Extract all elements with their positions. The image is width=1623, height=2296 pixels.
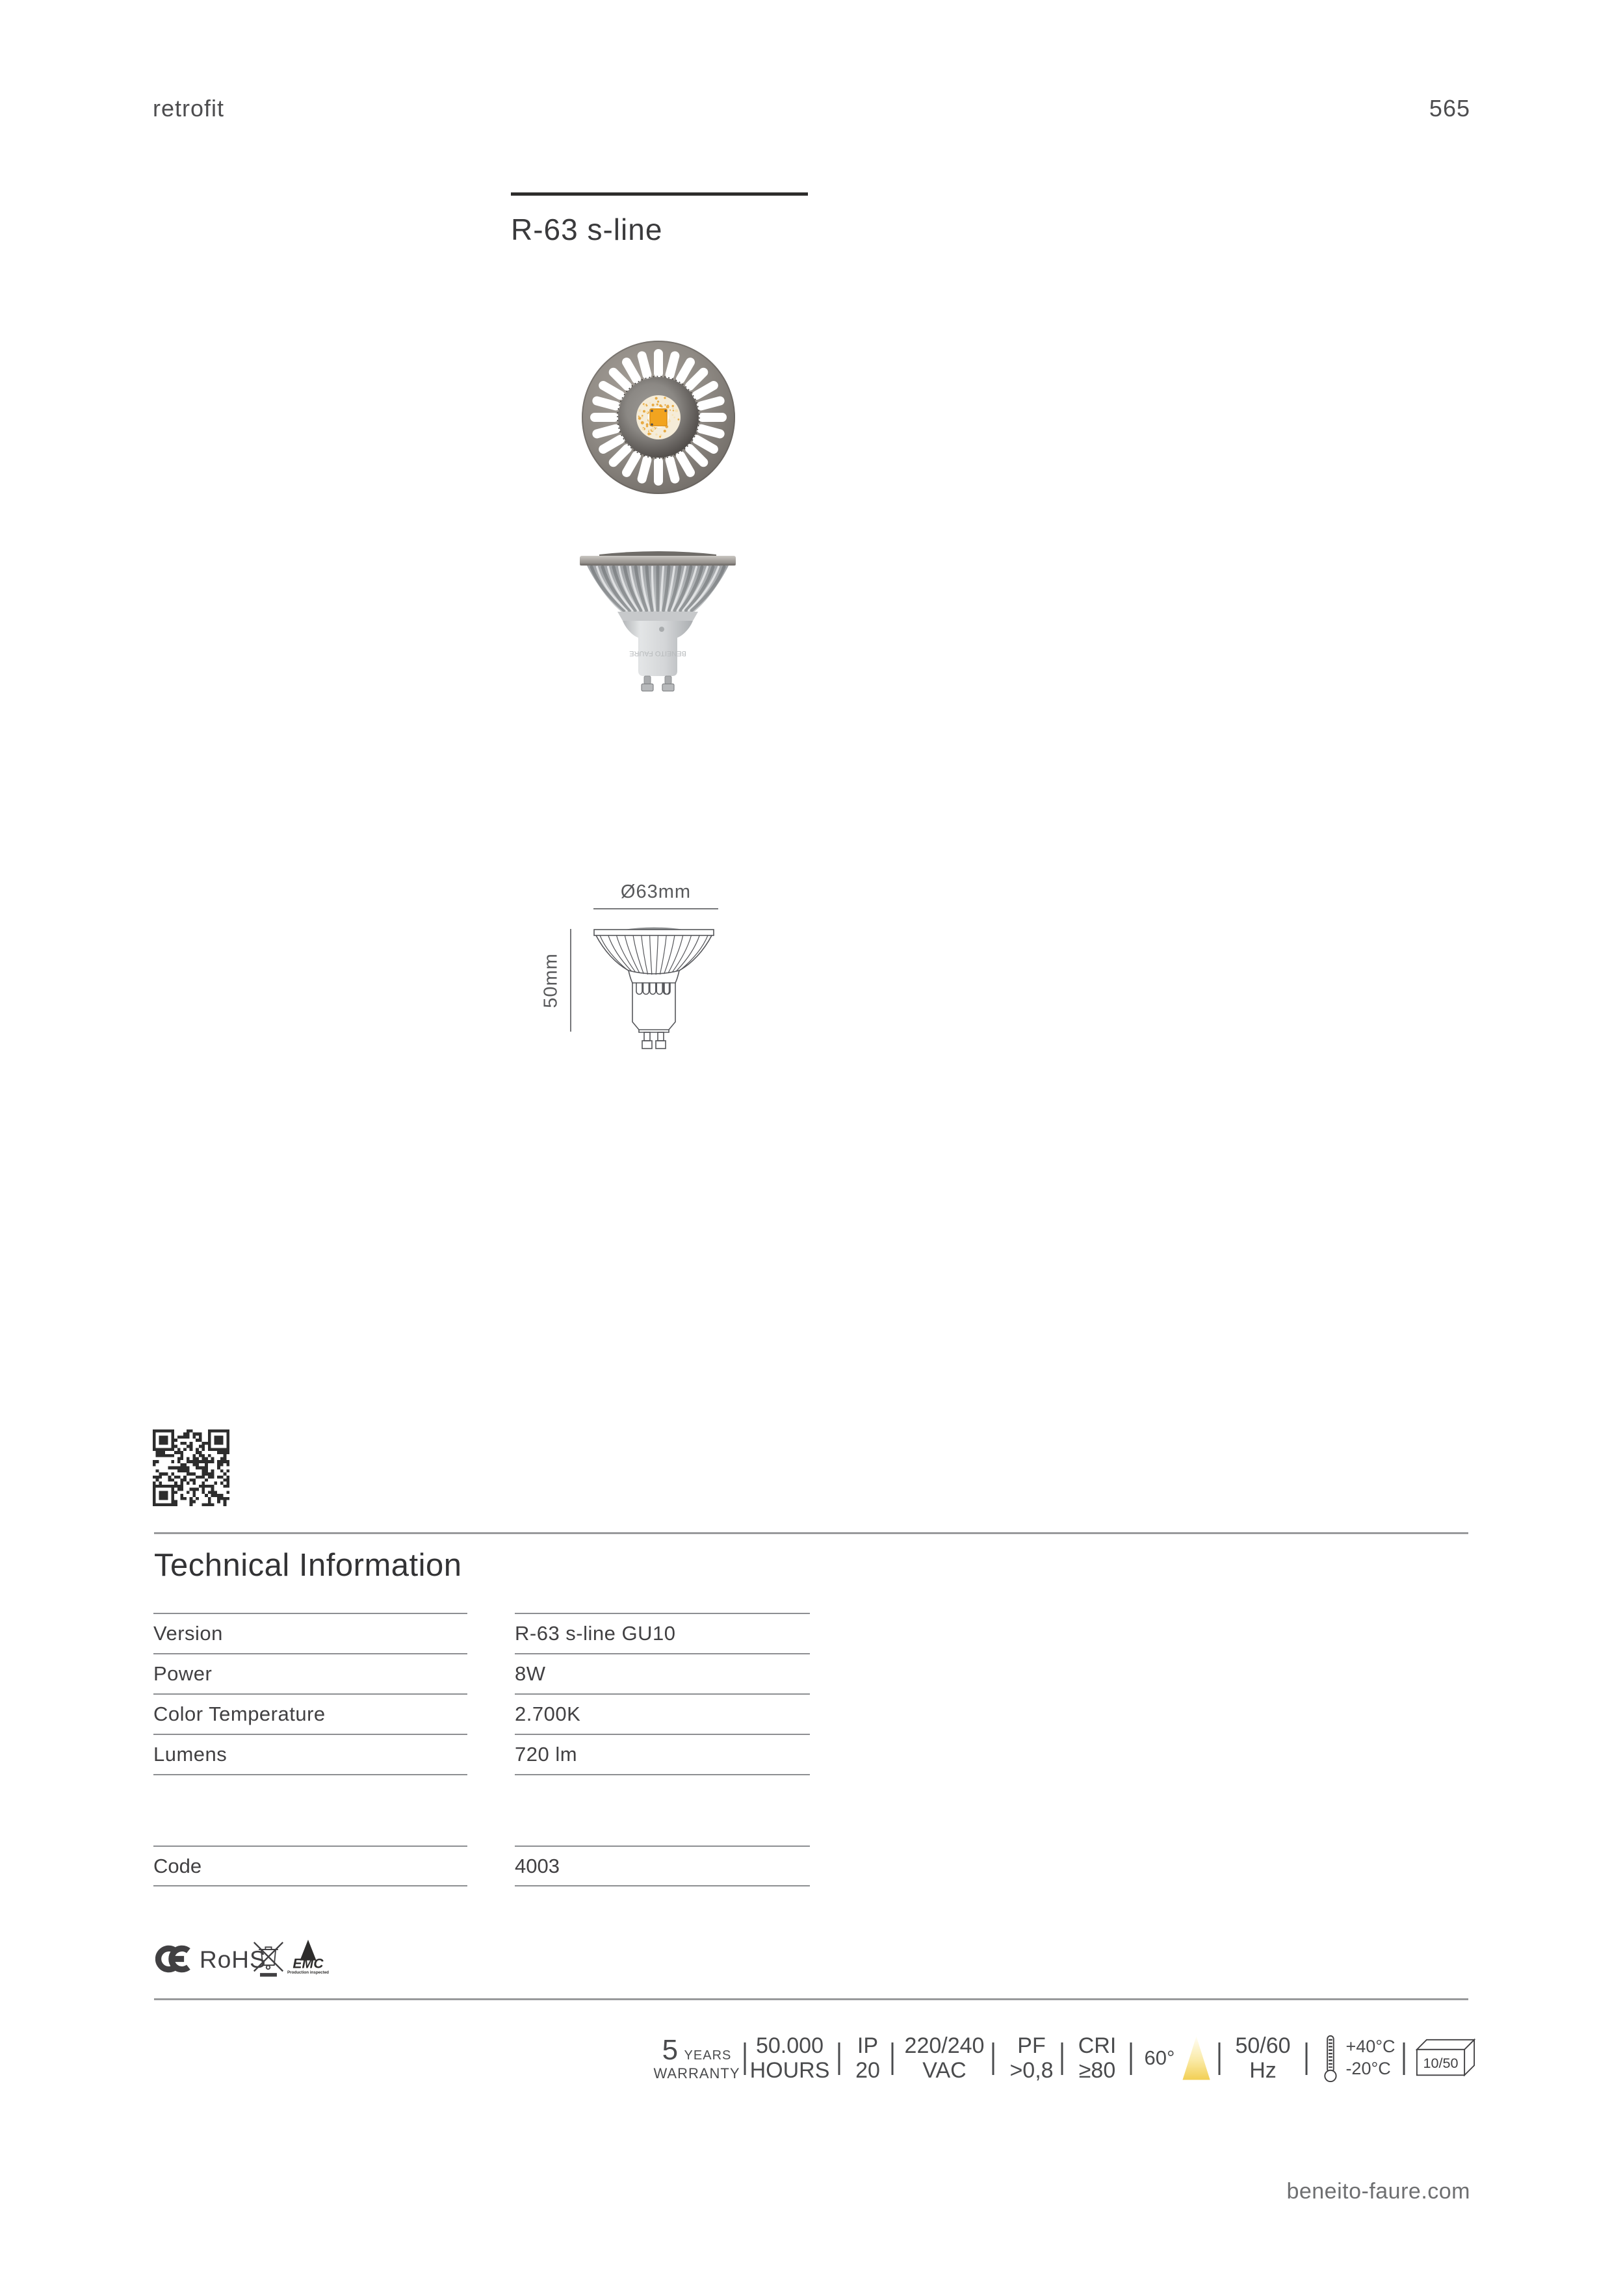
ce-mark-icon (155, 1944, 192, 1974)
spec-divider (1061, 2042, 1063, 2075)
table-row-label: Version (153, 1613, 467, 1653)
rohs-label: RoHS (200, 1946, 266, 1973)
table-row-value: R-63 s-line GU10 (515, 1613, 810, 1653)
diameter-dim-line (593, 908, 718, 909)
warranty-unit: YEARS (684, 2048, 732, 2063)
emc-label: EMC (292, 1955, 324, 1972)
table-row-label: Power (153, 1653, 467, 1693)
spec-frequency (1235, 2027, 1290, 2089)
temp-max: +40°C (1345, 2037, 1396, 2057)
spec-divider (744, 2042, 746, 2075)
height-label: 50mm (540, 953, 562, 1008)
warranty-label: WARRANTY (653, 2065, 740, 2082)
website-link[interactable]: beneito-faure.com (1286, 2179, 1470, 2204)
emc-caption: Production inspected (287, 1970, 330, 1975)
frequency-unit: Hz (1249, 2058, 1277, 2083)
temp-min: -20°C (1345, 2059, 1391, 2078)
thermometer-icon (1321, 2034, 1339, 2083)
height-dim-line (570, 929, 571, 1032)
section-rule-top (154, 1532, 1468, 1534)
lamp-top-photo (579, 338, 738, 497)
table-row-value: 720 lm (515, 1734, 810, 1774)
ip-value: 20 (855, 2058, 880, 2083)
spec-divider (993, 2042, 994, 2075)
lamp-body (623, 621, 693, 676)
spec-packaging (1416, 2027, 1475, 2089)
qr-code (153, 1429, 229, 1506)
pf-value: >0,8 (1009, 2058, 1054, 2083)
product-title: R-63 s-line (511, 213, 663, 246)
spec-table-labels (153, 1613, 467, 1775)
spec-divider (838, 2042, 840, 2075)
emc-logo-icon (286, 1938, 330, 1975)
spec-voltage (905, 2027, 985, 2089)
warranty-number: 5 (662, 2034, 679, 2067)
lamp-top-edge (599, 551, 716, 556)
spec-lifetime (750, 2027, 830, 2089)
spec-warranty (653, 2027, 740, 2089)
frequency-value: 50/60 (1235, 2033, 1291, 2058)
spec-divider (892, 2042, 894, 2075)
table-row-value: 2.700K (515, 1693, 810, 1734)
title-rule (511, 192, 808, 196)
hours-label: HOURS (749, 2058, 830, 2083)
spec-beam-angle (1145, 2027, 1212, 2089)
diameter-label: Ø63mm (620, 881, 692, 902)
table-row-label: Lumens (153, 1734, 467, 1774)
code-value: 4003 (515, 1846, 810, 1886)
gu10-pin-stems (644, 676, 671, 684)
cri-value: ≥80 (1078, 2058, 1116, 2083)
spec-power-factor (1009, 2027, 1053, 2089)
page-number: 565 (1429, 95, 1470, 122)
section-rule-bottom (154, 1998, 1468, 2000)
table-row-value: 8W (515, 1653, 810, 1693)
voltage-unit: VAC (922, 2058, 967, 2083)
spec-table-values (515, 1613, 810, 1775)
table-row-label: Color Temperature (153, 1693, 467, 1734)
cri-label: CRI (1078, 2033, 1117, 2058)
beam-angle-value: 60° (1144, 2046, 1175, 2069)
ip-label: IP (857, 2033, 879, 2058)
voltage-value: 220/240 (904, 2033, 985, 2058)
code-label: Code (153, 1846, 467, 1886)
technical-heading: Technical Information (154, 1548, 462, 1583)
pf-label: PF (1017, 2033, 1046, 2058)
spec-divider (1403, 2042, 1405, 2075)
gu10-pin-caps (642, 684, 674, 691)
lamp-side-photo (577, 547, 738, 692)
beam-angle-icon (1181, 2035, 1211, 2081)
spec-ip-rating (855, 2027, 880, 2089)
weee-bin-icon (252, 1937, 285, 1979)
spec-divider (1306, 2042, 1308, 2075)
spec-operating-temperature (1321, 2027, 1395, 2089)
lamp-body-logo: BENEITO FAURE (629, 649, 686, 657)
spec-cri (1078, 2027, 1117, 2089)
packaging-value: 10/50 (1423, 2055, 1459, 2072)
spec-divider (1219, 2042, 1221, 2075)
section-label: retrofit (153, 95, 225, 122)
hours-value: 50.000 (755, 2033, 824, 2058)
spec-divider (1130, 2042, 1132, 2075)
packaging-box-icon (1416, 2037, 1475, 2079)
lamp-outline-drawing (587, 926, 721, 1049)
